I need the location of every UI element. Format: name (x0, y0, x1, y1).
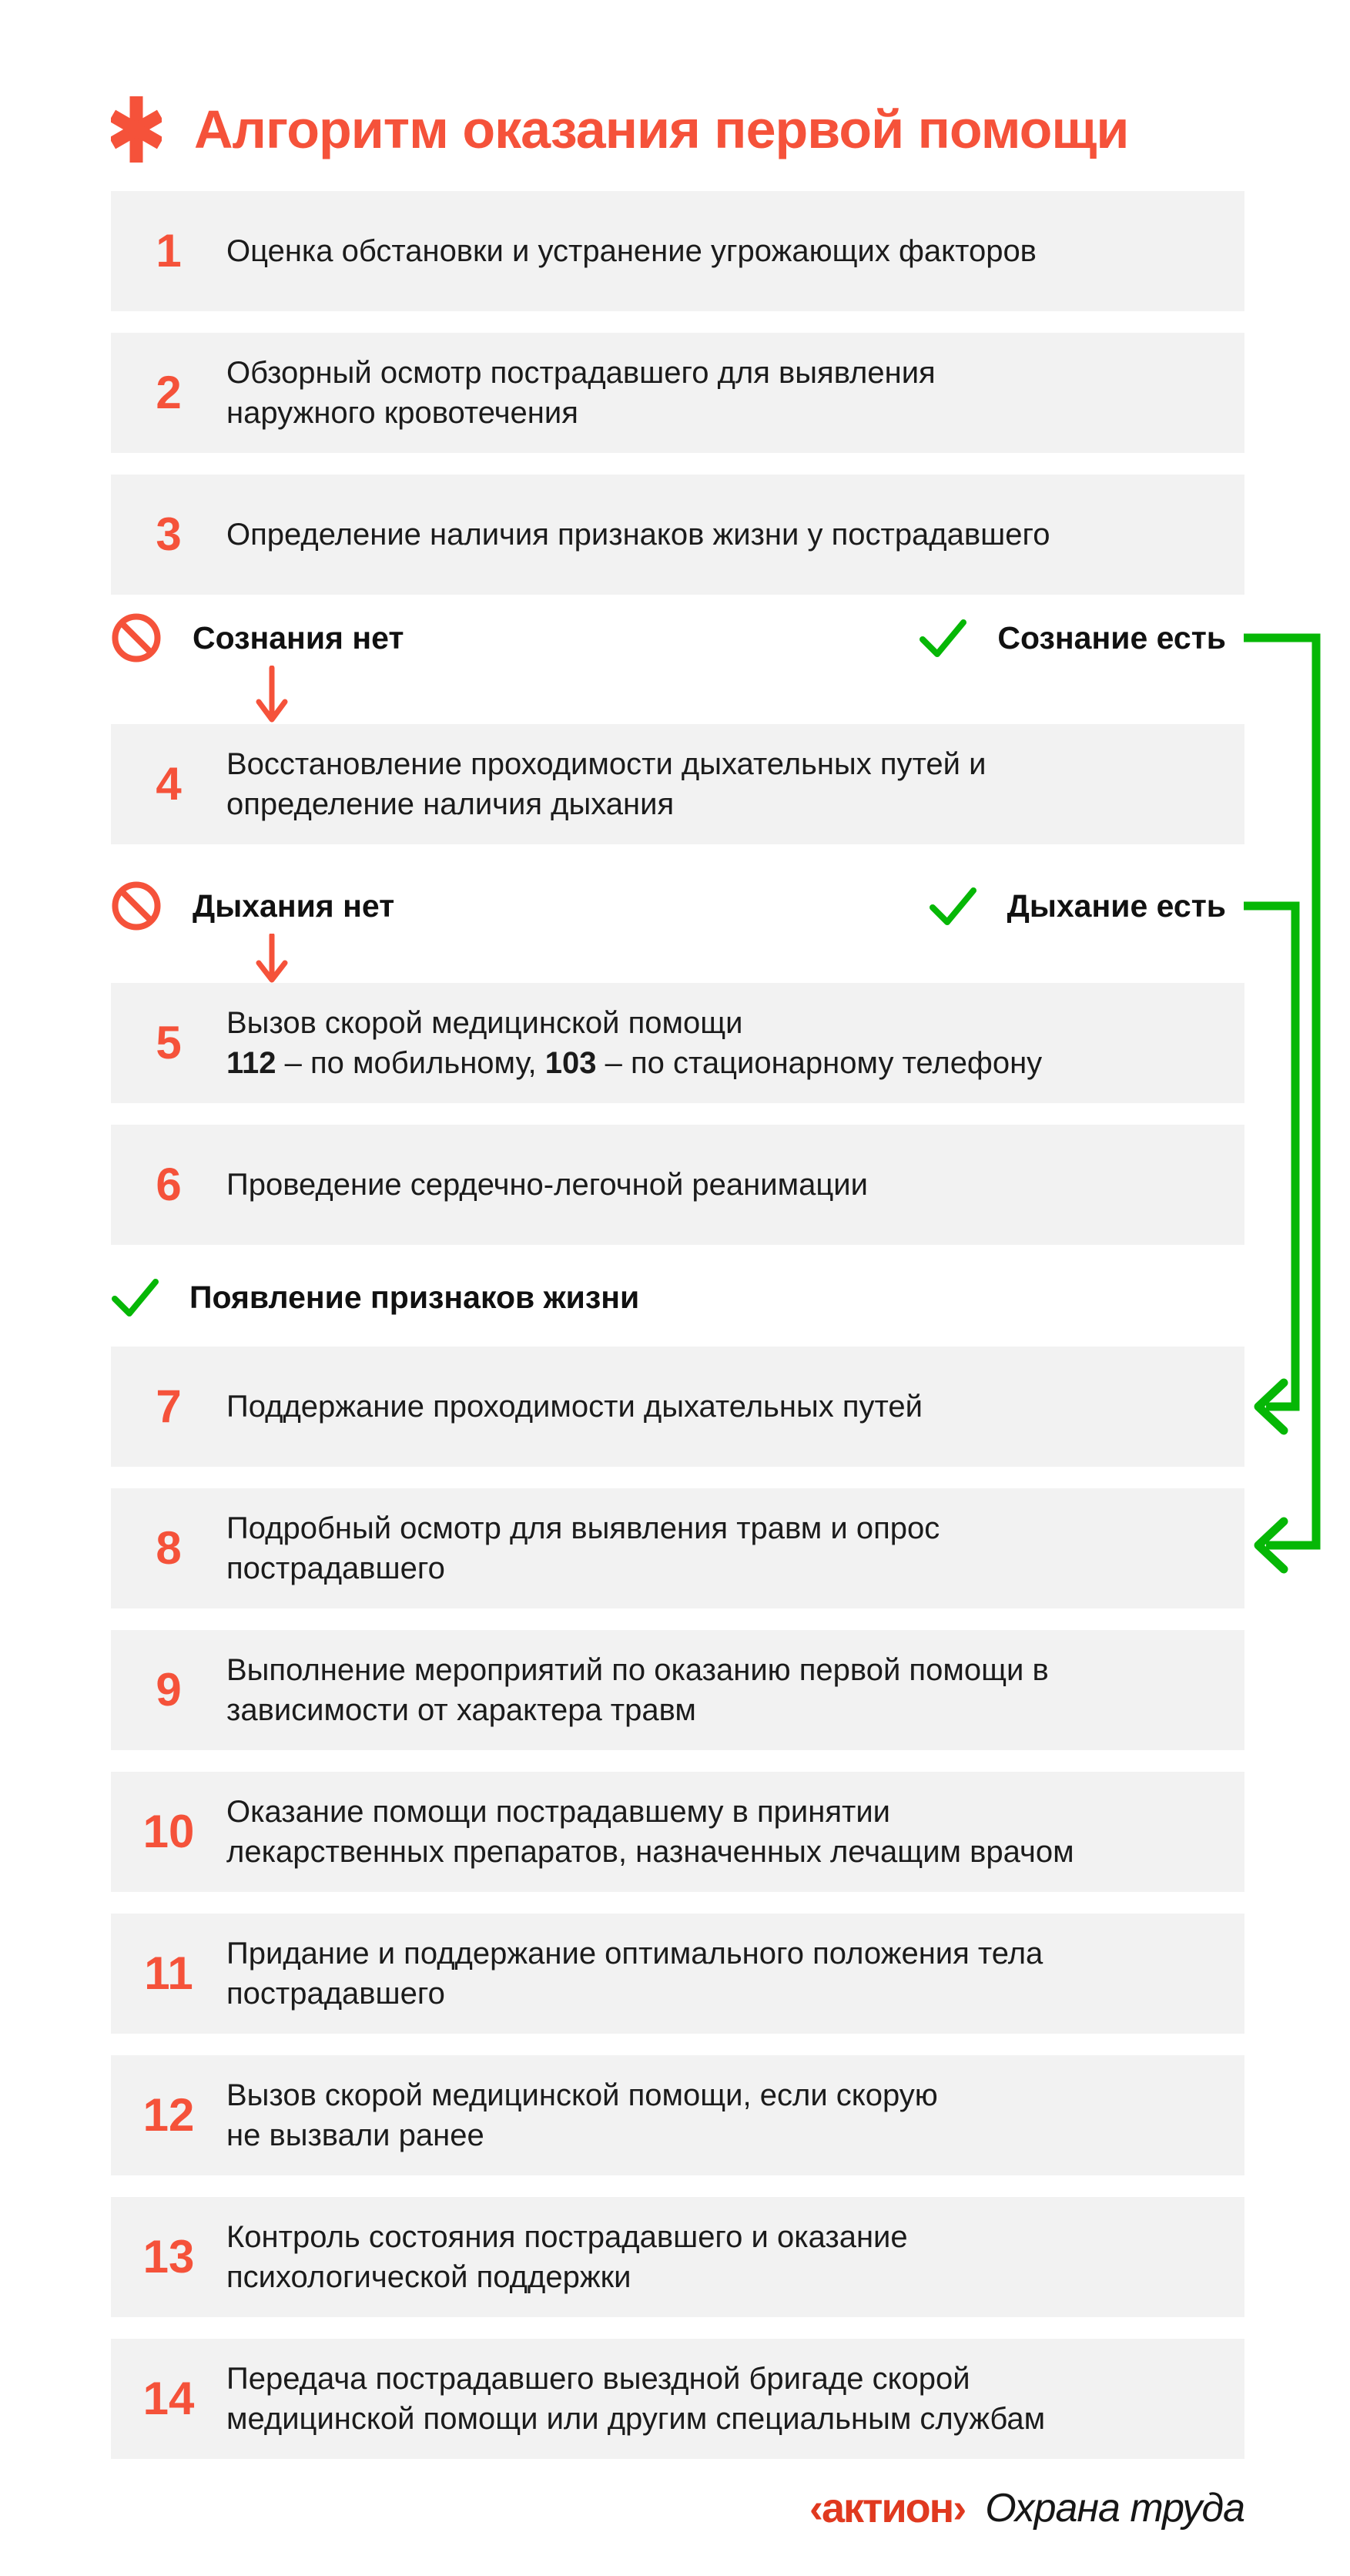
step-4-number: 4 (156, 758, 182, 810)
step-2-number: 2 (156, 367, 182, 418)
step-11-text: Придание и поддержание оптимального положения тела пострадавшего (226, 1937, 1043, 2011)
step-14-text: Передача пострадавшего выездной бригаде скорой медицинской помощи или другим специальным службам (226, 2362, 1046, 2436)
step-5 (111, 983, 1244, 1103)
footer-product-name: Охрана труда (985, 2486, 1244, 2531)
footer-logo (111, 2487, 1244, 2530)
step-7 (111, 1347, 1244, 1467)
step-9 (111, 1630, 1244, 1750)
step-1-number: 1 (156, 225, 182, 277)
branch-label-no-breathing: Дыхания нет (193, 887, 395, 924)
step-5-text: Вызов скорой медицинской помощи 112 – по мобильному, 103 – по стационарному телефону (226, 1006, 1043, 1080)
branch-breathing (111, 878, 1244, 934)
no-sign-icon (111, 880, 162, 931)
step-4-text: Восстановление проходимости дыхательных путей и определение наличия дыхания (226, 747, 987, 821)
step-13-text: Контроль состояния пострадавшего и оказание психологической поддержки (226, 2220, 908, 2294)
step-3-number: 3 (156, 508, 182, 560)
page-title: Алгоритм оказания первой помощи (194, 99, 1129, 159)
branch-label-no-consciousness: Сознания нет (193, 619, 404, 656)
phone-number-103: 103 (544, 1046, 597, 1080)
step-2-text: Обзорный осмотр пострадавшего для выявления наружного кровотечения (226, 356, 936, 430)
step-8 (111, 1488, 1244, 1608)
step-8-text: Подробный осмотр для выявления травм и опрос пострадавшего (226, 1511, 940, 1585)
signs-of-life-label: Появление признаков жизни (189, 1279, 640, 1315)
step-9-number: 9 (156, 1664, 182, 1716)
aktion-brand-logo: ‹актион› (809, 2485, 966, 2531)
down-arrow-row-breathing (111, 934, 1244, 983)
step-3-text: Определение наличия признаков жизни у пострадавшего (226, 518, 1050, 552)
step-5-number: 5 (156, 1017, 182, 1068)
header (111, 68, 1244, 191)
down-arrow-row-consciousness (111, 666, 1244, 724)
step-1 (111, 191, 1244, 311)
branch-consciousness-yes (919, 616, 1226, 659)
step-10-number: 10 (142, 1806, 195, 1857)
down-arrow-icon (253, 666, 290, 723)
branch-breathing-no (111, 880, 394, 931)
step-12-text: Вызов скорой медицинской помощи, если скорую не вызвали ранее (226, 2078, 938, 2152)
step-3 (111, 475, 1244, 595)
check-icon (111, 1276, 159, 1319)
check-icon (919, 616, 966, 659)
branch-consciousness-no (111, 612, 404, 663)
down-arrow-icon (253, 934, 290, 983)
step-1-text: Оценка обстановки и устранение угрожающих факторов (226, 234, 1037, 268)
step-14 (111, 2339, 1244, 2459)
signs-of-life-row (111, 1273, 1244, 1322)
step-11-number: 11 (144, 1947, 193, 1999)
step-6 (111, 1125, 1244, 1245)
phone-number-112: 112 (226, 1046, 276, 1080)
signs-of-life-label-group (111, 1276, 639, 1319)
step-4 (111, 724, 1244, 844)
step-7-number: 7 (156, 1380, 182, 1432)
step-8-number: 8 (156, 1522, 182, 1574)
step-13 (111, 2197, 1244, 2317)
step-13-number: 13 (142, 2231, 195, 2283)
step-7-text: Поддержание проходимости дыхательных путей (226, 1390, 923, 1424)
step-10-text: Оказание помощи пострадавшему в принятии лекарственных препаратов, назначенных лечащим врачом (226, 1795, 1074, 1869)
step-12 (111, 2055, 1244, 2175)
step-11 (111, 1914, 1244, 2034)
step-2 (111, 333, 1244, 453)
step-6-text: Проведение сердечно-легочной реанимации (226, 1168, 868, 1202)
step-6-number: 6 (156, 1159, 182, 1210)
check-icon (929, 884, 976, 927)
branch-breathing-yes (929, 884, 1226, 927)
step-12-number: 12 (142, 2089, 195, 2141)
medical-asterisk-icon (111, 96, 162, 163)
step-9-text: Выполнение мероприятий по оказанию первой помощи в зависимости от характера травм (226, 1653, 1049, 1727)
no-sign-icon (111, 612, 162, 663)
step-14-number: 14 (142, 2373, 195, 2424)
branch-consciousness (111, 610, 1244, 666)
branch-label-breathing-present: Дыхание есть (1007, 887, 1226, 924)
branch-label-consciousness-present: Сознание есть (997, 619, 1226, 656)
step-10 (111, 1772, 1244, 1892)
